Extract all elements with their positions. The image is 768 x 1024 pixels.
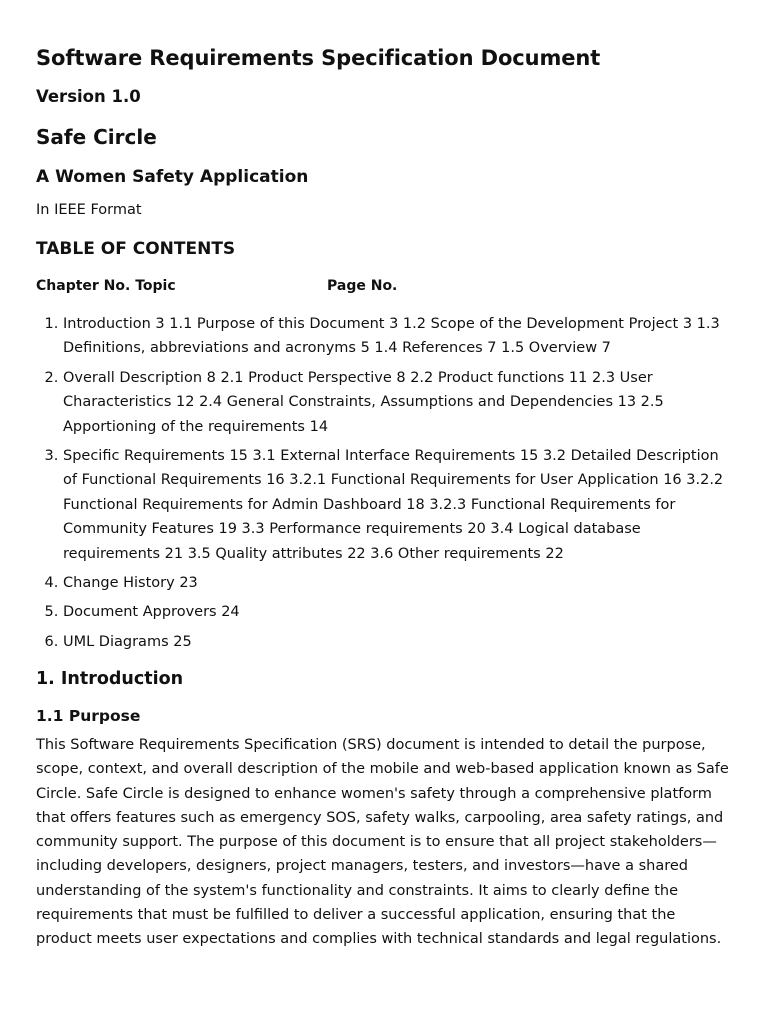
toc-heading: TABLE OF CONTENTS [36,239,236,259]
toc-item-overall-description: 2. Overall Description 8 2.1 Product Perspective 8 2.2 Product functions 11 2.3 User Characteristics 12 2.4 General Constraints, Assumptions and Dependencies 13 2.5 Apportioning of the requirements 14 [63,366,734,439]
format-note: In IEEE Format [36,202,142,218]
toc-list [36,312,734,654]
document-title: Software Requirements Specification Document [36,46,601,70]
purpose-paragraph: This Software Requirements Specification (SRS) document is intended to detail the purpose, scope, context, and overall description of the mobile and web-based application known as Safe Circle. Safe Circle is designed to enhance women's safety through a comprehensive platform that offers features such as emergency SOS, safety walks, carpooling, area safety ratings, and community support. The purpose of this document is to ensure that all project stakeholders—including developers, designers, project managers, testers, and investors—have a shared understanding of the system's functionality and constraints. It aims to clearly define the requirements that must be fulfilled to deliver a successful application, ensuring that the product meets user expectations and complies with technical standards and legal regulations. [36,737,729,947]
toc-item-uml-diagrams: 6. UML Diagrams 25 [63,630,734,654]
toc-item-introduction: 1. Introduction 3 1.1 Purpose of this Document 3 1.2 Scope of the Development Project 3 1.3 Definitions, abbreviations and acronyms 5 1.4 References 7 1.5 Overview 7 [63,312,734,361]
introduction-heading: 1. Introduction [36,669,184,690]
toc-column-headers [36,276,734,296]
toc-item-change-history: 4. Change History 23 [63,571,734,595]
toc-item-specific-requirements: 3. Specific Requirements 15 3.1 External Interface Requirements 15 3.2 Detailed Description of Functional Requirements 16 3.2.1 Functional Requirements for User Application 16 3.2.2 Functional Requirements for Admin Dashboard 18 3.2.3 Functional Requirements for Community Features 19 3.3 Performance requirements 20 3.4 Logical database requirements 21 3.5 Quality attributes 22 3.6 Other requirements 22 [63,444,734,566]
app-name-heading: Safe Circle [36,125,157,149]
version-label: Version 1.0 [36,87,141,106]
toc-item-document-approvers: 5. Document Approvers 24 [63,600,734,624]
app-subtitle: A Women Safety Application [36,167,309,187]
toc-column-page: Page No. [327,278,398,294]
toc-column-topic: Chapter No. Topic [36,278,176,294]
purpose-heading: 1.1 Purpose [36,707,141,726]
